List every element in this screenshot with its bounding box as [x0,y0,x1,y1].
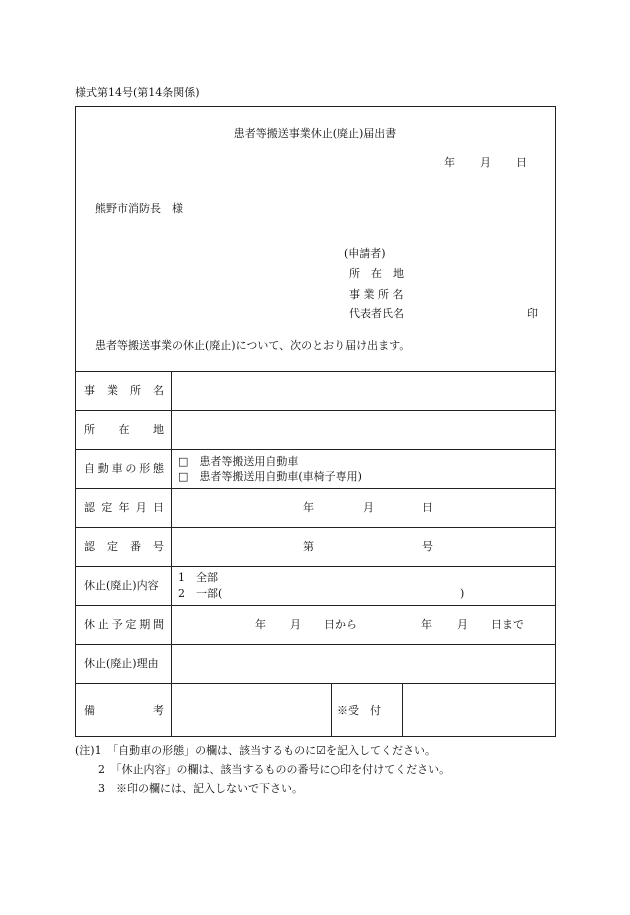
period-start-month: 月 [290,618,301,631]
cert-number-label: 認 定 番 号 [84,540,164,553]
statement: 患者等搬送事業の休止(廃止)について、次のとおり届け出ます。 [95,339,411,352]
row-divider [75,566,556,567]
applicant-office-label: 事 業 所 名 [349,288,404,301]
cert-date-day-unit: 日 [422,501,433,514]
row-divider [75,488,556,489]
content-option-partial-close: ) [460,587,465,600]
addressee: 熊野市消防長 様 [95,202,183,215]
cert-number-suffix: 号 [422,540,433,553]
applicant-address-label: 所 在 地 [349,267,404,280]
period-start-year: 年 [255,618,266,631]
cert-number-prefix: 第 [303,540,314,553]
applicant-rep-label: 代表者氏名 [349,307,404,320]
remarks-label: 備 考 [84,704,164,717]
row-divider [75,644,556,645]
row-divider [75,683,556,684]
row-divider [75,410,556,411]
row-divider [75,527,556,528]
row-divider [75,449,556,450]
date-month-unit: 月 [480,156,491,169]
cert-date-month-unit: 月 [363,501,374,514]
content-option-all[interactable]: 1 全部 [178,571,218,584]
content-label: 休止(廃止)内容 [84,579,159,592]
cert-date-year-unit: 年 [303,501,314,514]
date-year-unit: 年 [444,156,455,169]
vehicle-option-standard[interactable]: □ 患者等搬送用自動車 [178,455,299,468]
vehicle-option-wheelchair[interactable]: □ 患者等搬送用自動車(車椅子専用) [178,470,362,483]
form-number: 様式第14号(第14条関係) [75,86,200,99]
location-label: 所 在 地 [84,423,164,436]
period-label: 休 止 予 定 期 間 [84,618,164,631]
period-end-day: 日まで [491,618,524,631]
date-day-unit: 日 [516,156,527,169]
applicant-heading: (申請者) [344,247,386,260]
date-line [444,156,527,169]
form-title: 患者等搬送事業休止(廃止)届出書 [233,127,397,140]
note-1: (注)1 「自動車の形態」の欄は、該当するものに☑を記入してください。 [75,744,436,757]
cert-date-label: 認 定 年 月 日 [84,501,164,514]
column-divider [331,683,332,737]
receipt-label: ※受 付 [337,704,381,717]
period-end-year: 年 [421,618,432,631]
note-3: 3 ※印の欄には、記入しないで下さい。 [98,782,303,795]
period-start-day: 日から [324,618,357,631]
note-2: 2 「休止内容」の欄は、該当するものの番号に○印を付けてください。 [98,763,451,776]
reason-label: 休止(廃止)理由 [84,657,159,670]
seal-mark: 印 [527,307,538,320]
column-divider [171,371,172,737]
column-divider [402,683,403,737]
row-divider [75,371,556,372]
period-end-month: 月 [457,618,468,631]
form-box [75,106,556,737]
office-name-label: 事 業 所 名 [84,384,164,397]
vehicle-type-label: 自 動 車 の 形 態 [84,462,164,475]
content-option-partial[interactable]: 2 一部( [178,587,223,600]
row-divider [75,605,556,606]
